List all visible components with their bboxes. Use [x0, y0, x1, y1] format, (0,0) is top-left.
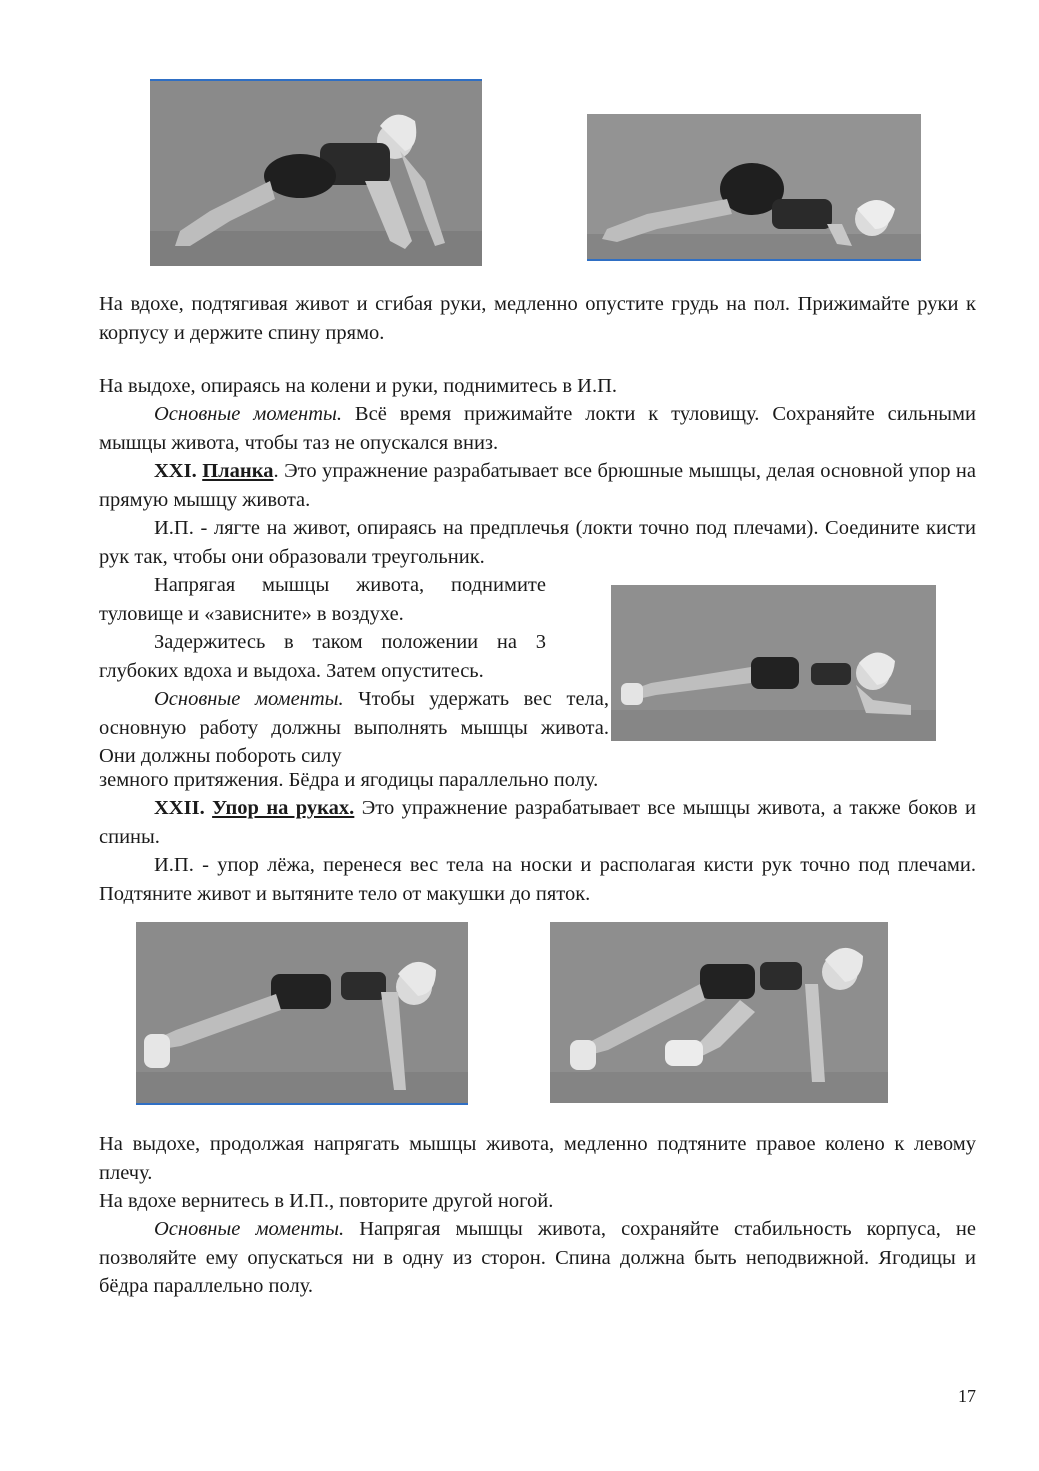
paragraph-key-points-3	[99, 1215, 976, 1301]
paragraph-plank-hold: Задержитесь в таком положении на 3 глубоких вдоха и выдоха. Затем опуститесь.	[99, 631, 546, 682]
paragraph-plank-start: И.П. - лягте на живот, опираясь на предплечья (локти точно под плечами). Соедините кисти рук так, чтобы они образовали треугольник.	[99, 517, 976, 568]
paragraph-key-points-2	[99, 685, 609, 771]
photo-kneeling-start	[150, 79, 482, 266]
knee-to-shoulder-figure	[550, 922, 888, 1103]
paragraph-rise-start: На выдохе, опираясь на колени и руки, поднимитесь в И.П.	[99, 375, 618, 397]
exercise-title: Упор на руках.	[212, 797, 355, 819]
key-points-label: Основные моменты.	[154, 688, 344, 710]
photo-kneeling-lowered	[587, 114, 921, 261]
exercise-title: Планка	[202, 460, 274, 482]
page-number: 17	[958, 1386, 976, 1406]
exercise-number: XXII.	[154, 797, 205, 819]
paragraph-return-start: На вдохе вернитесь в И.П., повторите другой ногой.	[99, 1190, 554, 1212]
paragraph-key-points-2-end: земного притяжения. Бёдра и ягодицы параллельно полу.	[99, 769, 599, 791]
paragraph-knee-pull: На выдохе, продолжая напрягать мышцы живота, медленно подтяните правое колено к левому плечу.	[99, 1133, 976, 1184]
forearm-plank-figure	[611, 585, 936, 741]
key-points-text: Чтобы удержать вес тела, основную работу должны выполнять мышцы живота. Они должны побороть силу	[99, 688, 609, 767]
paragraph-plank-raise: Напрягая мышцы живота, поднимите туловище и «зависните» в воздухе.	[99, 574, 546, 625]
paragraph-key-points-1	[99, 400, 976, 457]
exercise-21-heading	[99, 457, 976, 514]
photo-high-plank	[136, 922, 468, 1105]
key-points-label: Основные моменты.	[154, 1218, 345, 1240]
paragraph-high-plank-start: И.П. - упор лёжа, перенеся вес тела на носки и располагая кисти рук точно под плечами. Подтяните живот и вытяните тело от макушки до пяток.	[99, 854, 976, 905]
key-points-text: Напрягая мышцы живота, сохраняйте стабильность корпуса, не позволяйте ему опускаться ни в одну из сторон. Спина должна быть неподвижной. Ягодицы и бёдра параллельно полу.	[99, 1218, 976, 1297]
key-points-label: Основные моменты.	[154, 403, 343, 425]
paragraph-exhale-lower: На вдохе, подтягивая живот и сгибая руки, медленно опустите грудь на пол. Прижимайте руки к корпусу и держите спину прямо.	[99, 293, 976, 344]
key-points-text: Всё время прижимайте локти к туловищу. Сохраняйте сильными мышцы живота, чтобы таз не опускался вниз.	[99, 403, 977, 454]
kneeling-pushup-lowered-figure	[587, 114, 921, 259]
photo-plank	[611, 585, 936, 741]
kneeling-pushup-start-figure	[150, 81, 482, 266]
photo-knee-to-elbow	[550, 922, 888, 1103]
exercise-description: Это упражнение разрабатывает все мышцы живота, а также боков и спины.	[99, 797, 976, 848]
exercise-description: . Это упражнение разрабатывает все брюшные мышцы, делая основной упор на прямую мышцу живота.	[99, 460, 977, 511]
high-plank-figure	[136, 922, 468, 1103]
exercise-22-heading	[99, 794, 976, 851]
exercise-number: XXI.	[154, 460, 197, 482]
